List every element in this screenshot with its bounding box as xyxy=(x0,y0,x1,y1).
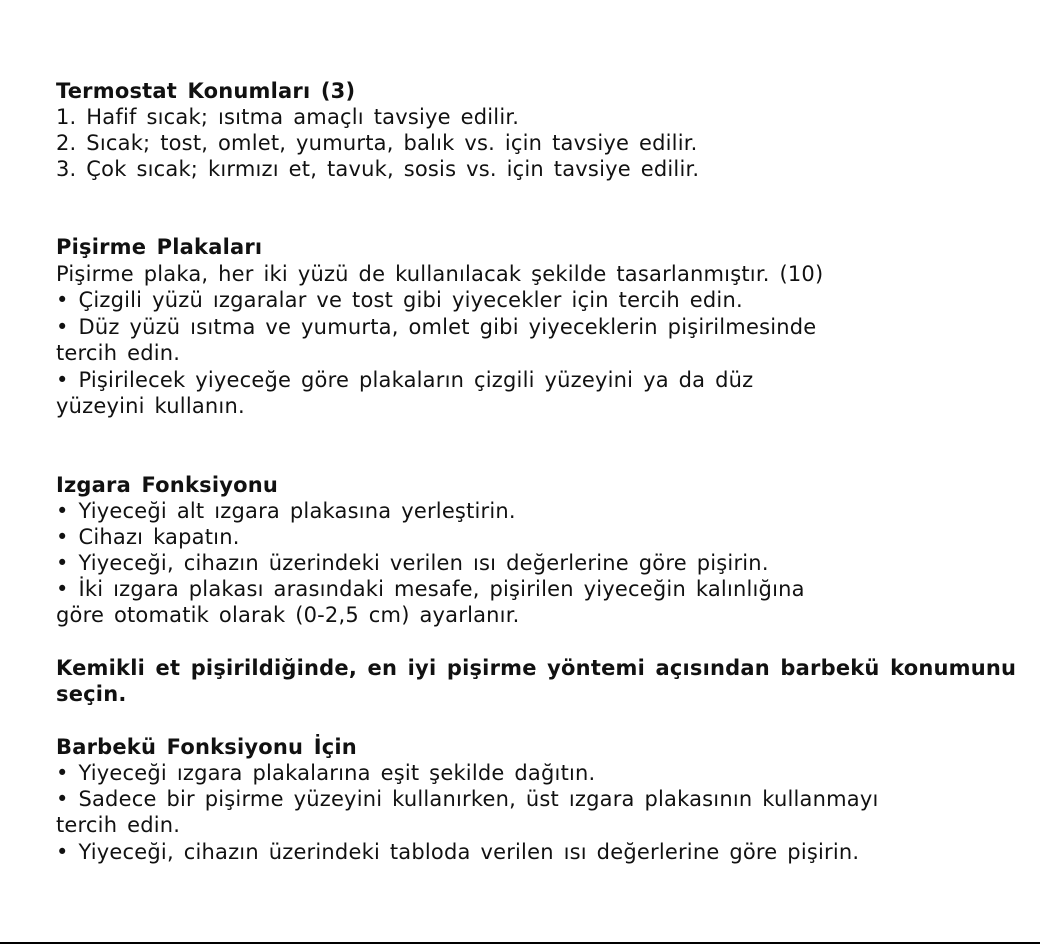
section-heading-plakalar: Pişirme Plakaları xyxy=(56,235,263,259)
izgara-line-1: • Yiyeceği alt ızgara plakasına yerleştirin. xyxy=(56,499,516,523)
plakalar-line-4: • Pişirilecek yiyeceğe göre plakaların çizgili yüzeyini ya da düz xyxy=(56,368,754,392)
izgara-line-2: • Cihazı kapatın. xyxy=(56,525,240,549)
plakalar-line-1: • Çizgili yüzü ızgaralar ve tost gibi yiyecekler için tercih edin. xyxy=(56,288,743,312)
plakalar-line-2: • Düz yüzü ısıtma ve yumurta, omlet gibi yiyeceklerin pişirilmesinde xyxy=(56,315,817,339)
section-heading-barbeku: Barbekü Fonksiyonu İçin xyxy=(56,735,357,759)
termostat-item-2: 2. Sıcak; tost, omlet, yumurta, balık vs. için tavsiye edilir. xyxy=(56,131,698,155)
termostat-item-3: 3. Çok sıcak; kırmızı et, tavuk, sosis vs. için tavsiye edilir. xyxy=(56,157,700,181)
section-heading-izgara: Izgara Fonksiyonu xyxy=(56,473,279,497)
barbeku-line-2: • Sadece bir pişirme yüzeyini kullanırken, üst ızgara plakasının kullanmayı xyxy=(56,787,879,811)
izgara-line-4: • İki ızgara plakası arasındaki mesafe, pişirilen yiyeceğin kalınlığına xyxy=(56,577,805,601)
plakalar-line-3: tercih edin. xyxy=(56,341,181,365)
plakalar-intro: Pişirme plaka, her iki yüzü de kullanılacak şekilde tasarlanmıştır. (10) xyxy=(56,262,824,286)
barbeku-line-1: • Yiyeceği ızgara plakalarına eşit şekilde dağıtın. xyxy=(56,761,596,785)
plakalar-line-5: yüzeyini kullanın. xyxy=(56,394,245,418)
note-line-1: Kemikli et pişirildiğinde, en iyi pişirme yöntemi açısından barbekü konumunu xyxy=(56,656,1017,680)
section-heading-termostat: Termostat Konumları (3) xyxy=(56,79,356,103)
termostat-item-1: 1. Hafif sıcak; ısıtma amaçlı tavsiye edilir. xyxy=(56,105,520,129)
note-line-2: seçin. xyxy=(56,682,127,706)
barbeku-line-3: tercih edin. xyxy=(56,813,181,837)
izgara-line-5: göre otomatik olarak (0-2,5 cm) ayarlanır. xyxy=(56,603,520,627)
izgara-line-3: • Yiyeceği, cihazın üzerindeki verilen ısı değerlerine göre pişirin. xyxy=(56,551,769,575)
bottom-divider xyxy=(0,942,1040,944)
barbeku-line-4: • Yiyeceği, cihazın üzerindeki tabloda verilen ısı değerlerine göre pişirin. xyxy=(56,840,860,864)
